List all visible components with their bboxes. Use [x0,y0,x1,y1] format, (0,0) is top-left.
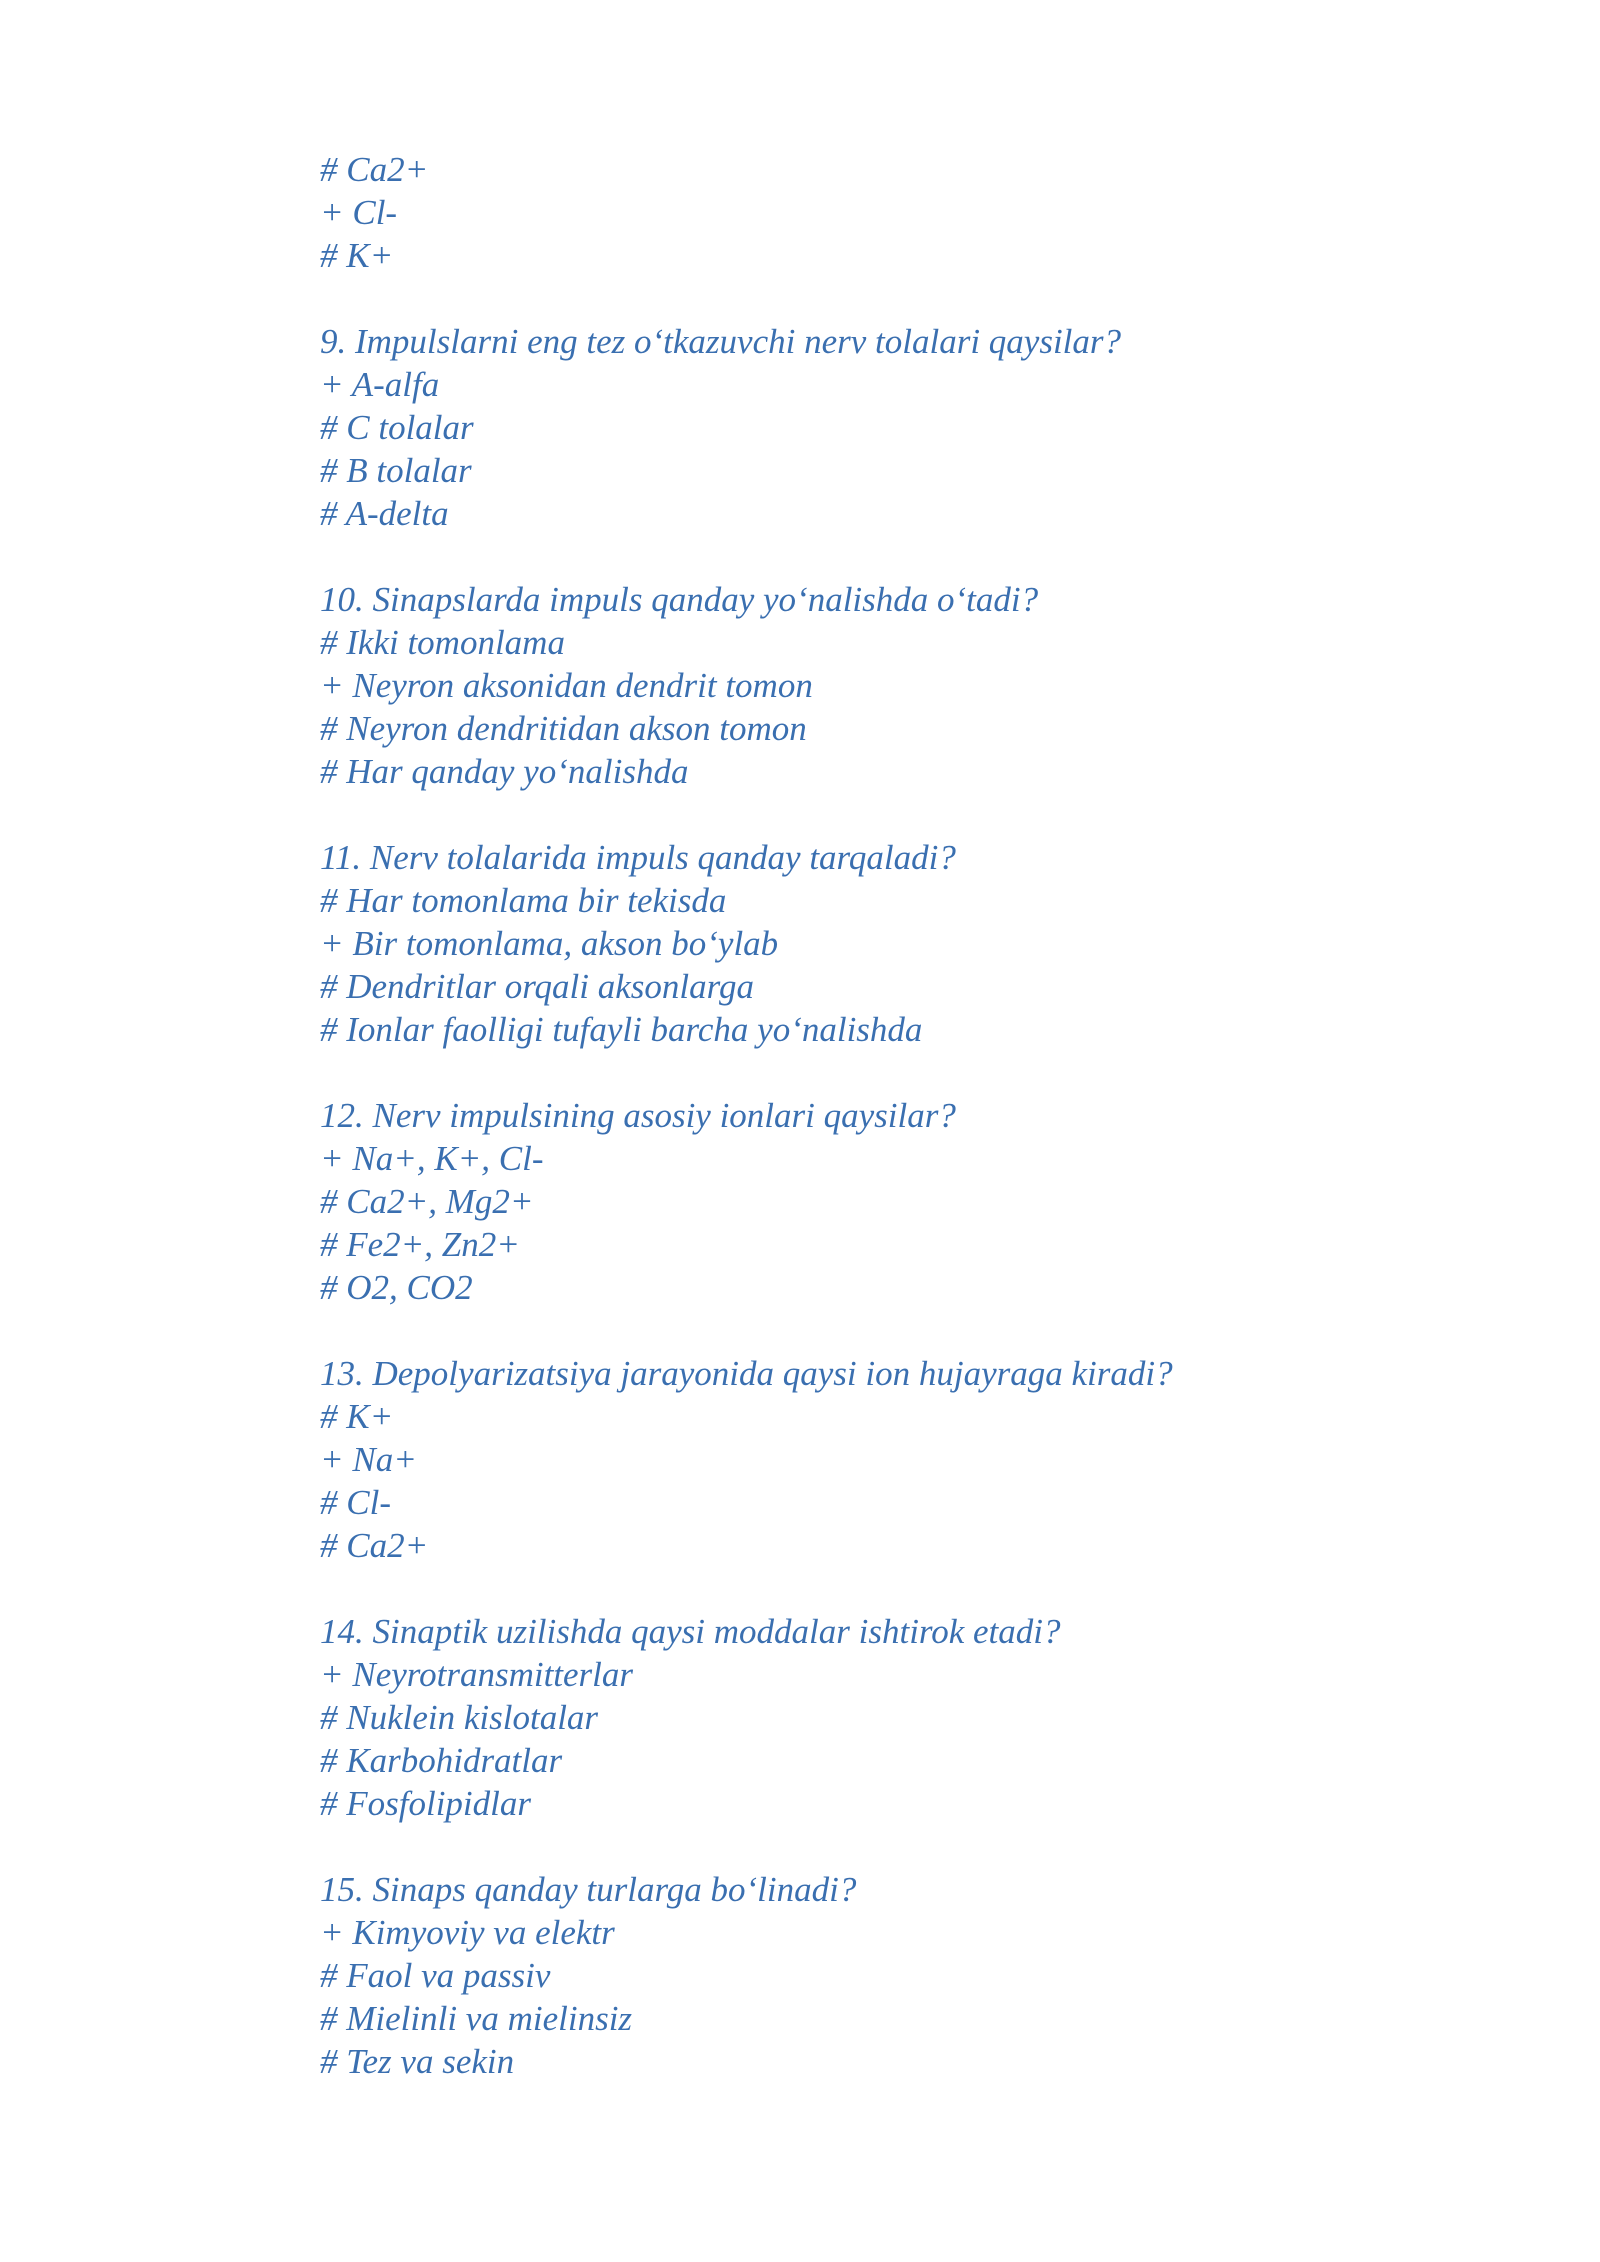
question-text: 12. Nerv impulsining asosiy ionlari qaysilar? [320,1096,956,1135]
question-text: 11. Nerv tolalarida impuls qanday tarqaladi? [320,838,956,877]
answer-option: # Ikki tomonlama [320,623,565,662]
answer-option: # K+ [320,1397,394,1436]
answer-option: # B tolalar [320,451,472,490]
answer-option: # Fe2+, Zn2+ [320,1225,520,1264]
answer-option: # Fosfolipidlar [320,1784,531,1823]
answer-option: # A-delta [320,494,449,533]
answer-option-correct: + Cl- [320,193,398,232]
answer-option-correct: + Neyrotransmitterlar [320,1655,634,1694]
answer-option-correct: + Na+, K+, Cl- [320,1139,544,1178]
answer-option: # Dendritlar orqali aksonlarga [320,967,754,1006]
question-block-15 [320,1868,1440,2083]
answer-option: # Ca2+ [320,1526,429,1565]
question-text: 15. Sinaps qanday turlarga bo‘linadi? [320,1870,857,1909]
question-text: 10. Sinapslarda impuls qanday yo‘nalishda o‘tadi? [320,580,1039,619]
answer-option-correct: + Bir tomonlama, akson bo‘ylab [320,924,779,963]
answer-option-correct: + Neyron aksonidan dendrit tomon [320,666,813,705]
document-page [320,148,1440,2126]
question-block-14 [320,1610,1440,1825]
answer-option: # O2, CO2 [320,1268,473,1307]
answer-option: # Ca2+, Mg2+ [320,1182,534,1221]
question-block-13 [320,1352,1440,1567]
answer-option: # Karbohidratlar [320,1741,563,1780]
answer-option: # Cl- [320,1483,391,1522]
answer-option: # K+ [320,236,394,275]
question-block-10 [320,578,1440,793]
answer-option: # Faol va passiv [320,1956,551,1995]
question-block-9 [320,320,1440,535]
answer-option: # Nuklein kislotalar [320,1698,599,1737]
answer-option: # Mielinli va mielinsiz [320,1999,633,2038]
answer-option: # C tolalar [320,408,474,447]
answer-option: # Tez va sekin [320,2042,515,2081]
question-block-11 [320,836,1440,1051]
answer-option-correct: + Na+ [320,1440,417,1479]
question-text: 9. Impulslarni eng tez o‘tkazuvchi nerv tolalari qaysilar? [320,322,1122,361]
answer-option: # Ionlar faolligi tufayli barcha yo‘nalishda [320,1010,923,1049]
answer-option: # Har tomonlama bir tekisda [320,881,727,920]
question-block-continued [320,148,1440,277]
answer-option: # Har qanday yo‘nalishda [320,752,689,791]
answer-option-correct: + A-alfa [320,365,440,404]
question-text: 13. Depolyarizatsiya jarayonida qaysi ion hujayraga kiradi? [320,1354,1173,1393]
question-block-12 [320,1094,1440,1309]
question-text: 14. Sinaptik uzilishda qaysi moddalar ishtirok etadi? [320,1612,1061,1651]
answer-option: # Neyron dendritidan akson tomon [320,709,807,748]
answer-option-correct: + Kimyoviy va elektr [320,1913,615,1952]
answer-option: # Ca2+ [320,150,429,189]
